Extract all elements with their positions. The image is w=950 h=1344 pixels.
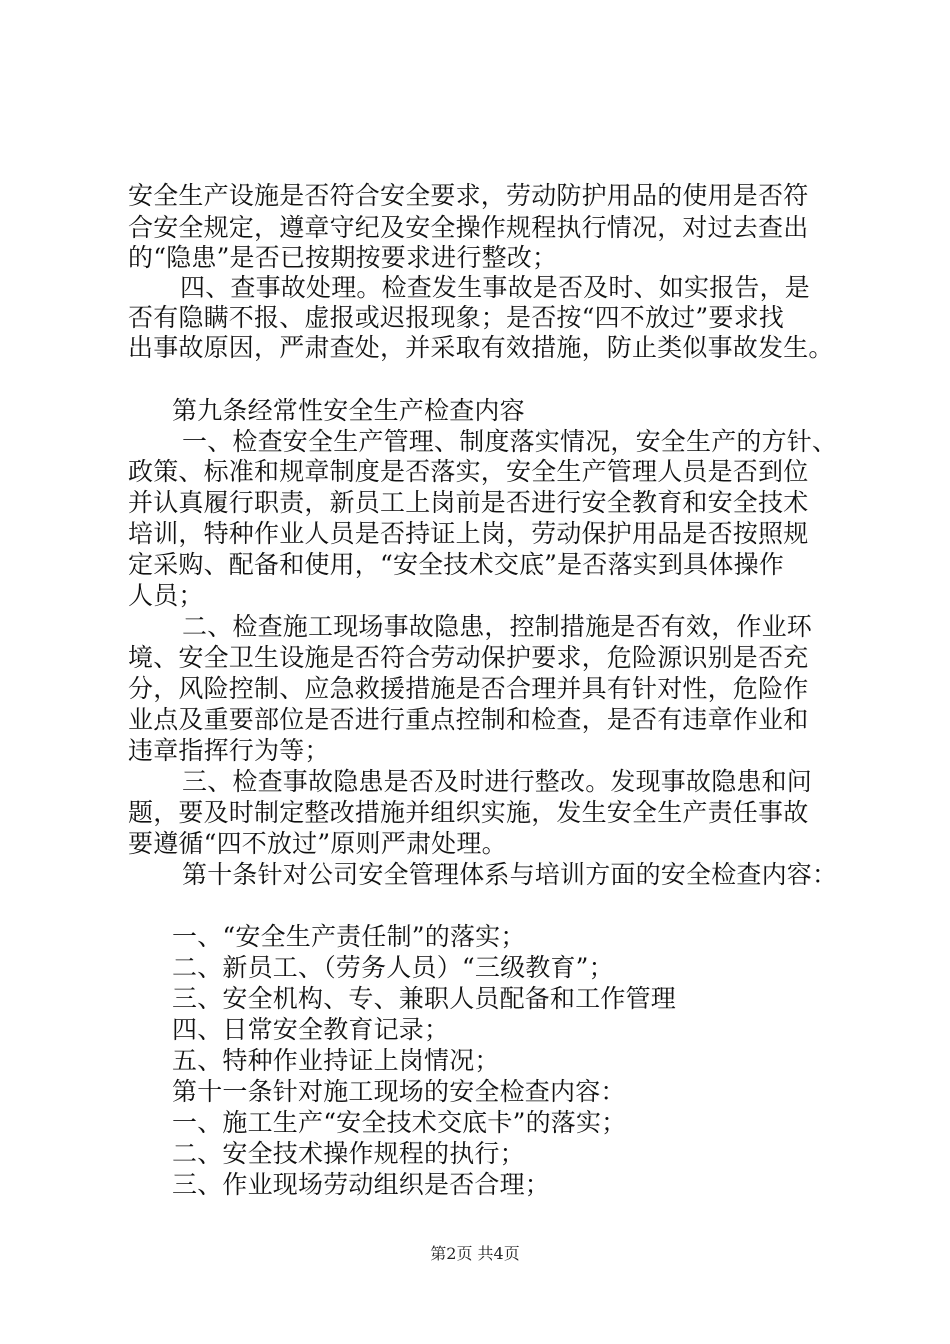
list-item: 四、日常安全教育记录； xyxy=(172,1015,450,1044)
section-heading: 第九条经常性安全生产检查内容 xyxy=(172,396,525,425)
text-line: 定采购、配备和使用，“安全技术交底”是否落实到具体操作 xyxy=(128,550,784,579)
text-line: 否有隐瞒不报、虚报或迟报现象；是否按“四不放过”要求找 xyxy=(128,303,784,332)
text-line: 境、安全卫生设施是否符合劳动保护要求，危险源识别是否充 xyxy=(128,643,809,672)
section-heading: 第十一条针对施工现场的安全检查内容： xyxy=(172,1077,626,1106)
text-line: 四、查事故处理。检查发生事故是否及时、如实报告，是 xyxy=(180,273,811,302)
list-item: 三、安全机构、专、兼职人员配备和工作管理 xyxy=(172,984,677,1013)
text-line: 业点及重要部位是否进行重点控制和检查，是否有违章作业和 xyxy=(128,705,809,734)
text-line: 合安全规定，遵章守纪及安全操作规程执行情况，对过去查出 xyxy=(128,213,809,242)
text-line: 分，风险控制、应急救援措施是否合理并具有针对性，危险作 xyxy=(128,674,809,703)
text-line: 三、检查事故隐患是否及时进行整改。发现事故隐患和问 xyxy=(182,767,813,796)
text-line: 出事故原因，严肃查处，并采取有效措施，防止类似事故发生。 xyxy=(128,333,834,362)
text-line: 政策、标准和规章制度是否落实，安全生产管理人员是否到位 xyxy=(128,457,809,486)
page-footer: 第2页 共4页 xyxy=(430,1244,520,1263)
text-line: 的“隐患”是否已按期按要求进行整改； xyxy=(128,243,558,272)
list-item: 五、特种作业持证上岗情况； xyxy=(172,1046,500,1075)
list-item: 三、作业现场劳动组织是否合理； xyxy=(172,1170,551,1199)
text-line: 培训，特种作业人员是否持证上岗，劳动保护用品是否按照规 xyxy=(128,519,809,548)
text-line: 二、检查施工现场事故隐患，控制措施是否有效，作业环 xyxy=(182,612,813,641)
text-line: 并认真履行职责，新员工上岗前是否进行安全教育和安全技术 xyxy=(128,488,809,517)
section-heading: 第十条针对公司安全管理体系与培训方面的安全检查内容： xyxy=(182,860,838,889)
text-line: 题，要及时制定整改措施并组织实施，发生安全生产责任事故 xyxy=(128,798,809,827)
list-item: 二、安全技术操作规程的执行； xyxy=(172,1139,525,1168)
text-line: 安全生产设施是否符合安全要求，劳动防护用品的使用是否符 xyxy=(128,181,809,210)
list-item: 一、“安全生产责任制”的落实； xyxy=(172,922,526,951)
text-line: 人员； xyxy=(128,581,204,610)
list-item: 一、施工生产“安全技术交底卡”的落实； xyxy=(172,1108,627,1137)
text-line: 要遵循“四不放过”原则严肃处理。 xyxy=(128,829,507,858)
text-line: 一、检查安全生产管理、制度落实情况，安全生产的方针、 xyxy=(182,427,838,456)
list-item: 二、新员工、（劳务人员）“三级教育”； xyxy=(172,953,614,982)
text-line: 违章指挥行为等； xyxy=(128,736,330,765)
